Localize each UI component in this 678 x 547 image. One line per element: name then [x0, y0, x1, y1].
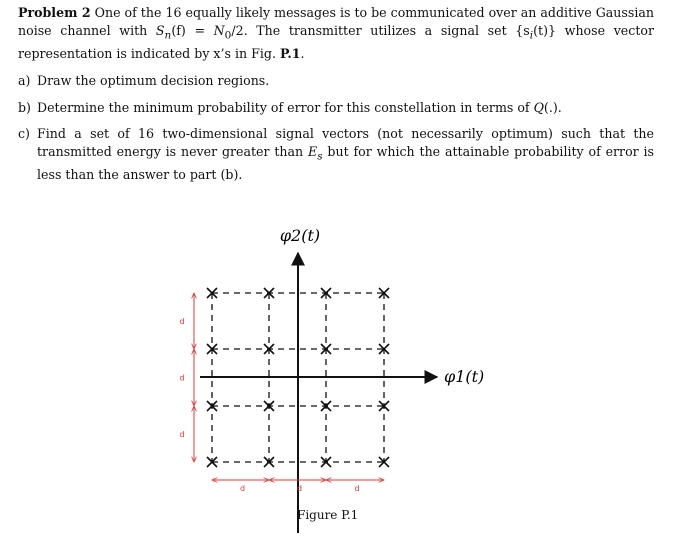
- n0-symbol: N: [213, 22, 225, 38]
- problem-intro-1: One of the 16 equally likely messages is to be communicated over an additive Gaussian noise channel with: [18, 5, 654, 38]
- part-a-label: a): [18, 73, 31, 89]
- figure-caption: Figure P.1: [297, 508, 359, 522]
- horizontal-spacing-label: d: [239, 484, 246, 493]
- vertical-dimension-markers: [179, 293, 194, 462]
- equals-sign: =: [185, 22, 214, 38]
- problem-intro-3: whose vector representation is indicated by x’s in Fig.: [18, 22, 654, 61]
- problem-intro-2: The transmitter utilizes a signal set: [247, 22, 516, 38]
- figure-reference: P.1: [279, 45, 301, 61]
- part-b-text-1: Determine the minimum probability of error for this constellation in terms of: [37, 99, 534, 115]
- horizontal-spacing-label: d: [296, 484, 303, 493]
- vertical-spacing-label: d: [179, 373, 185, 383]
- problem-heading: Problem 2: [18, 5, 91, 20]
- vertical-spacing-label: d: [179, 317, 185, 326]
- signal-subscript: i: [529, 29, 534, 42]
- vertical-spacing-label: d: [179, 430, 185, 439]
- es-symbol: E: [308, 144, 318, 160]
- sn-subscript: n: [164, 29, 172, 42]
- x-axis-label: φ1(t): [444, 367, 485, 386]
- signal-set-open: {s: [515, 22, 530, 38]
- es-subscript: s: [317, 150, 323, 163]
- sn-argument: (f): [171, 22, 186, 38]
- horizontal-spacing-label: d: [354, 484, 360, 493]
- part-b-text-2: (.).: [543, 99, 562, 115]
- q-function-symbol: Q: [533, 99, 544, 115]
- part-c-text-1: Find a set of 16 two-dimensional signal vectors (not necessarily optimum) such that the transmitted energy is never greater than: [37, 126, 654, 160]
- sn-symbol: S: [155, 22, 165, 38]
- n0-rest: /2.: [231, 22, 248, 38]
- problem-intro-end: .: [300, 45, 305, 61]
- y-axis-label: φ2(t): [279, 226, 321, 245]
- part-c-label: c): [18, 126, 30, 142]
- part-b-label: b): [18, 99, 31, 115]
- part-a-text: Draw the optimum decision regions.: [37, 73, 270, 89]
- signal-set-close: (t)}: [533, 22, 557, 38]
- n0-subscript: 0: [224, 29, 232, 42]
- part-c-text-2: but for which the attainable probability of error is less than the answer to part (b).: [37, 144, 655, 183]
